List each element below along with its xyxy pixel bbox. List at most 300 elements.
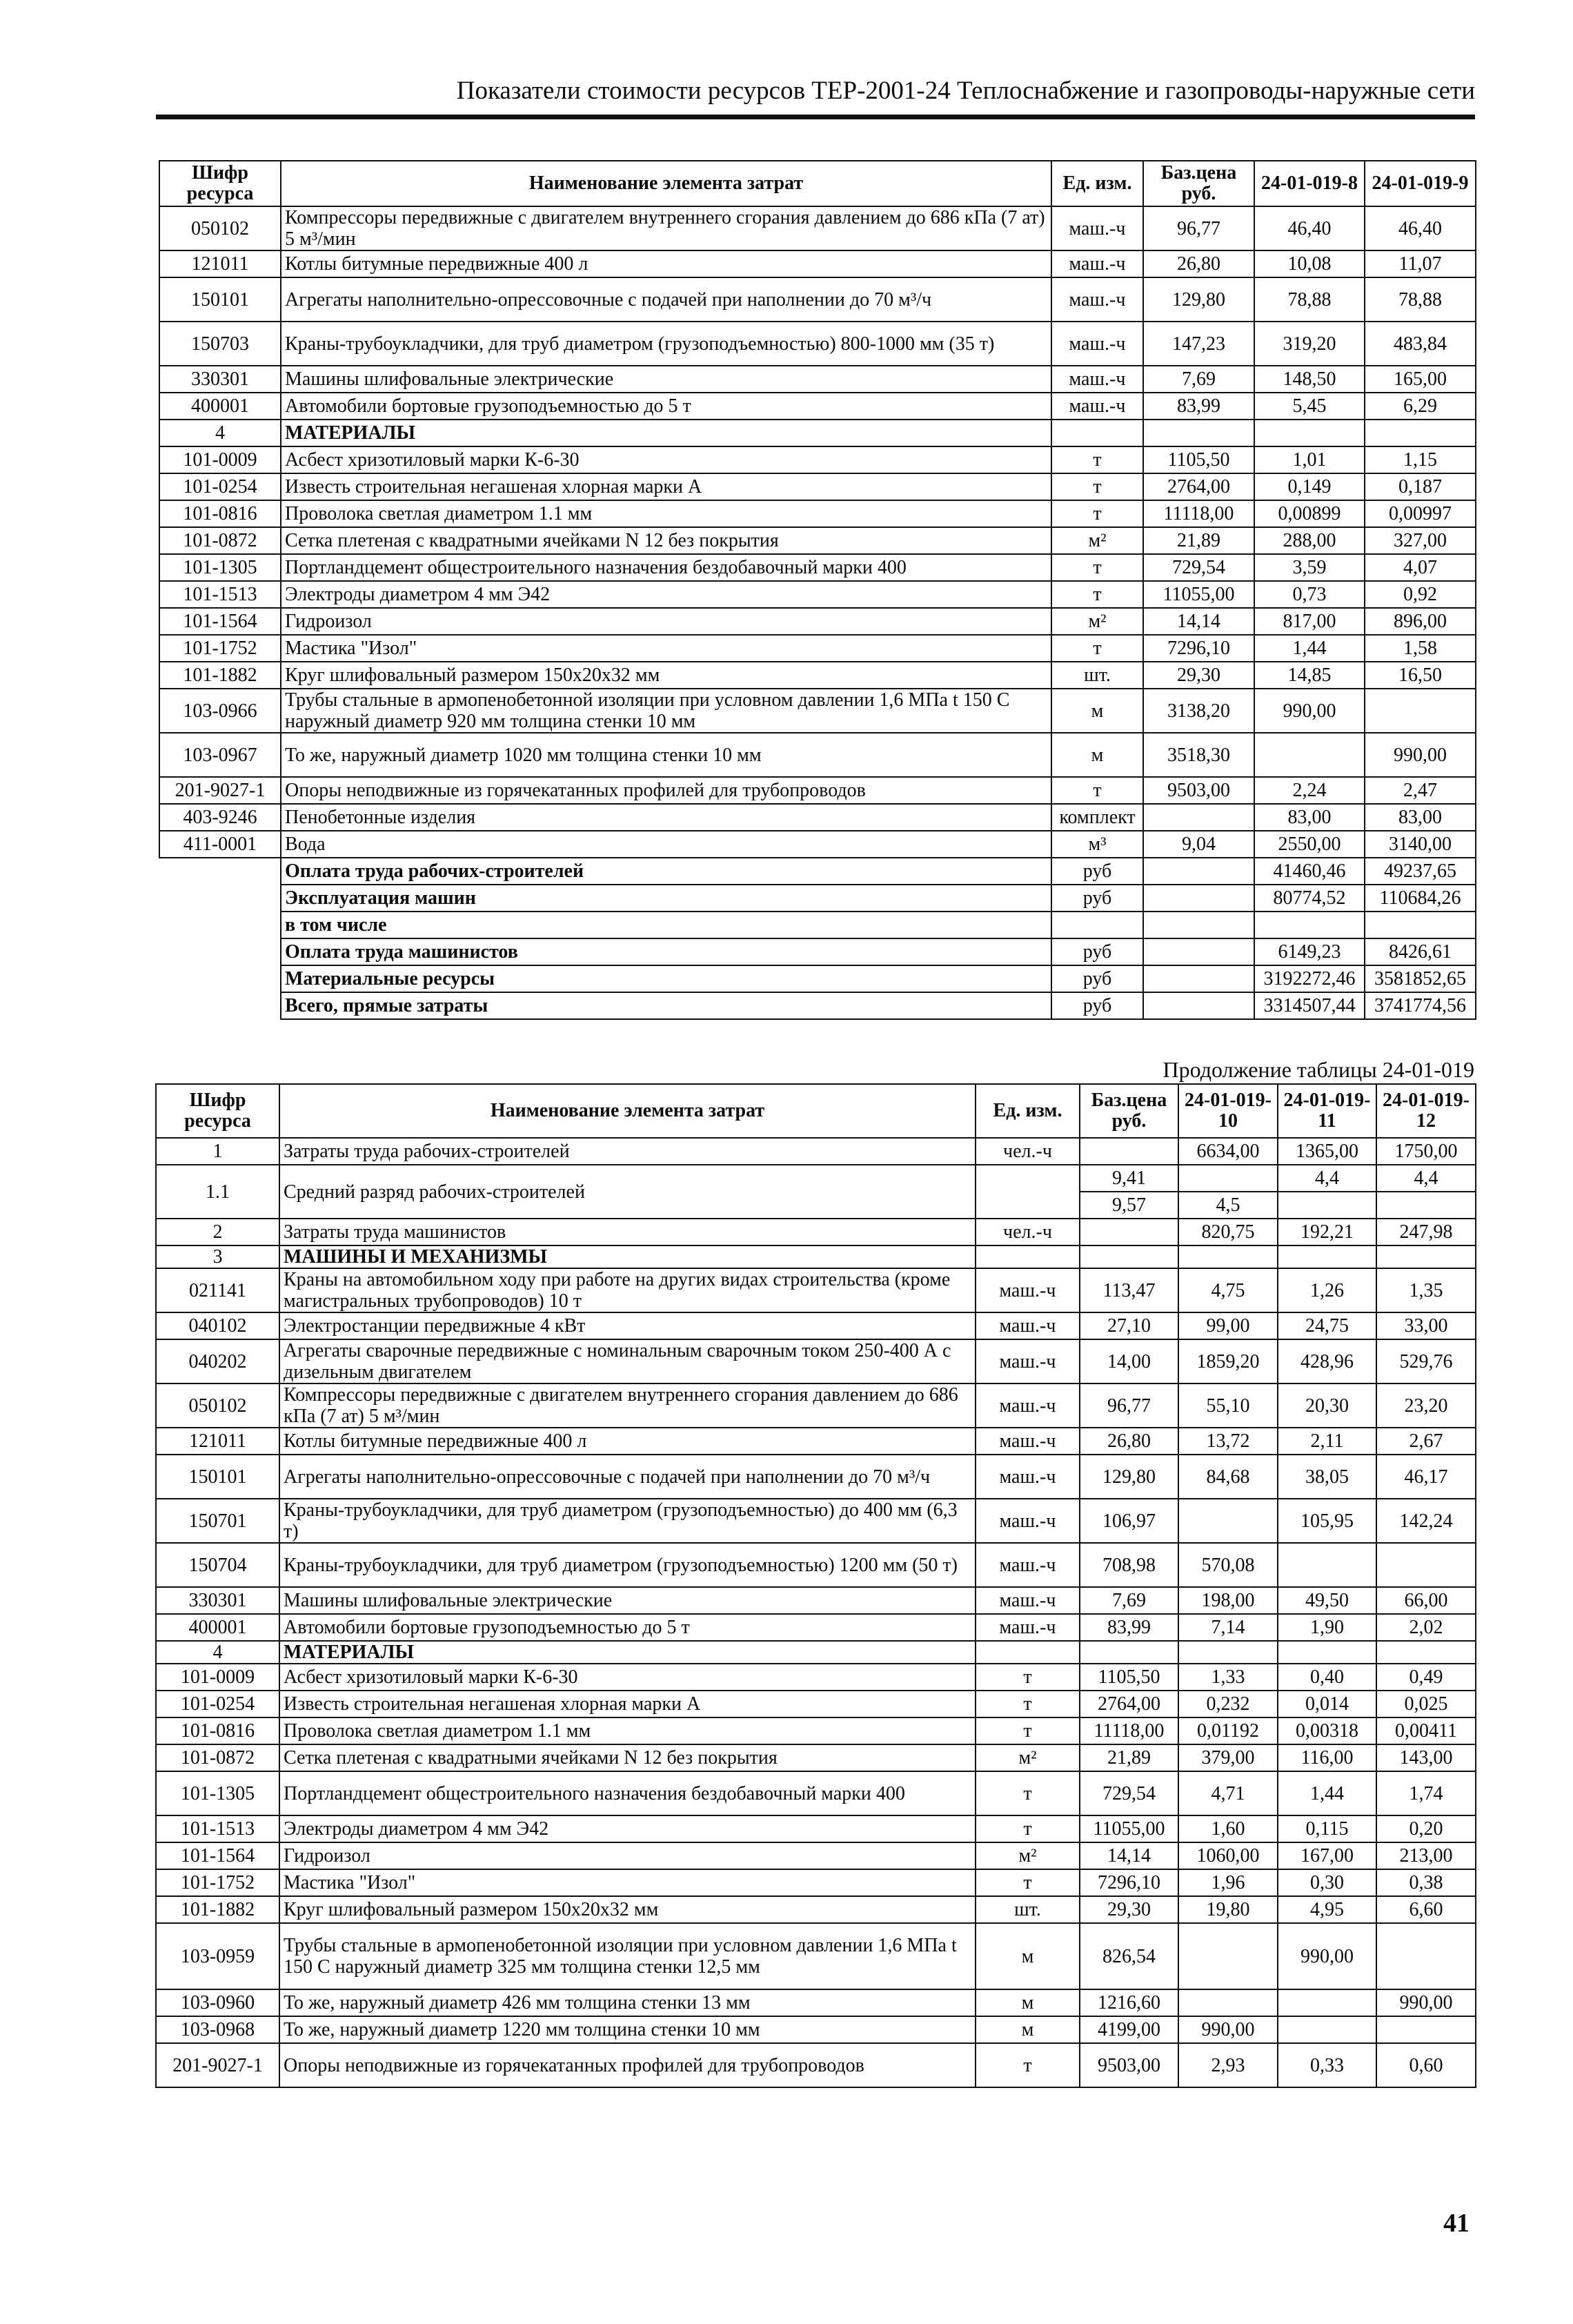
summary-spacer-cell xyxy=(159,885,281,912)
table-row xyxy=(156,1268,1476,1312)
section-row xyxy=(156,1245,1476,1268)
resource-code-cell: 101-0816 xyxy=(156,1717,279,1744)
col-header-c1: 24-01-019-10 xyxy=(1178,1084,1278,1138)
value-cell-c3 xyxy=(1376,1245,1476,1268)
resource-name-cell: Котлы битумные передвижные 400 л xyxy=(279,1428,976,1455)
base-price-cell: 14,00 xyxy=(1080,1339,1178,1383)
value-cell-c1 xyxy=(1178,1245,1278,1268)
unit-cell: т xyxy=(1051,635,1143,662)
value-cell-c3: 2,02 xyxy=(1376,1614,1476,1641)
value-cell-c2: 1,26 xyxy=(1278,1268,1376,1312)
unit-cell: маш.-ч xyxy=(1051,277,1143,322)
resource-code-cell: 101-0872 xyxy=(159,527,281,554)
value-cell-c3: 46,17 xyxy=(1376,1455,1476,1499)
base-price-cell: 7296,10 xyxy=(1143,635,1254,662)
resource-code-cell: 1 xyxy=(156,1138,279,1165)
resource-code-cell: 150101 xyxy=(159,277,281,322)
resource-code-cell: 150101 xyxy=(156,1455,279,1499)
resource-code-cell: 330301 xyxy=(156,1587,279,1614)
value-cell-c1: 2,24 xyxy=(1254,777,1365,804)
resource-name-cell: Машины шлифовальные электрические xyxy=(281,366,1051,393)
base-price-cell: 11055,00 xyxy=(1143,581,1254,608)
summary-label-cell: в том числе xyxy=(281,912,1051,938)
col-header-price: Баз.цена руб. xyxy=(1080,1084,1178,1138)
value-cell-c1: 2550,00 xyxy=(1254,831,1365,858)
base-price-cell: 26,80 xyxy=(1143,250,1254,277)
table-row xyxy=(159,322,1476,366)
resource-code-cell: 101-1513 xyxy=(159,581,281,608)
resource-code-cell: 101-1305 xyxy=(159,554,281,581)
base-price-cell: 1105,50 xyxy=(1143,446,1254,473)
value-cell-c2: 0,187 xyxy=(1365,473,1476,500)
table-row xyxy=(159,662,1476,689)
value-cell-c1: 10,08 xyxy=(1254,250,1365,277)
value-cell-c3: 0,025 xyxy=(1376,1691,1476,1717)
table-row xyxy=(156,1744,1476,1771)
value-cell-c2: 1,44 xyxy=(1278,1771,1376,1815)
value-cell-c1: 4,71 xyxy=(1178,1771,1278,1815)
resource-name-cell: Проволока светлая диаметром 1.1 мм xyxy=(279,1717,976,1744)
value-cell-c2: 20,30 xyxy=(1278,1383,1376,1428)
resource-code-cell: 400001 xyxy=(156,1614,279,1641)
col-header-c2: 24-01-019-11 xyxy=(1278,1084,1376,1138)
value-cell-c2 xyxy=(1365,912,1476,938)
unit-cell: маш.-ч xyxy=(1051,206,1143,250)
unit-cell: м² xyxy=(1051,527,1143,554)
table-row xyxy=(156,1771,1476,1815)
value-cell-c1: 41460,46 xyxy=(1254,858,1365,885)
value-cell-c2 xyxy=(1278,1245,1376,1268)
table-row xyxy=(156,1691,1476,1717)
value-cell-c3: 66,00 xyxy=(1376,1587,1476,1614)
table-row xyxy=(156,1219,1476,1245)
value-cell-c3: 990,00 xyxy=(1376,1989,1476,2016)
value-cell-c2: 8426,61 xyxy=(1365,938,1476,965)
value-cell-c2: 49,50 xyxy=(1278,1587,1376,1614)
unit-cell: т xyxy=(1051,473,1143,500)
base-price-cell: 14,14 xyxy=(1143,608,1254,635)
value-cell-c3: 0,00411 xyxy=(1376,1717,1476,1744)
value-cell-c2: 1,58 xyxy=(1365,635,1476,662)
base-price-cell: 21,89 xyxy=(1080,1744,1178,1771)
base-price-cell: 3518,30 xyxy=(1143,733,1254,777)
value-cell-c3: 0,20 xyxy=(1376,1815,1476,1842)
value-cell-c1: 990,00 xyxy=(1178,2016,1278,2043)
base-price-cell: 1105,50 xyxy=(1080,1664,1178,1691)
summary-row xyxy=(159,912,1476,938)
base-price-cell xyxy=(1080,1245,1178,1268)
col-header-c2: 24-01-019-9 xyxy=(1365,161,1476,206)
resource-name-cell: Портландцемент общестроительного назначения бездобавочный марки 400 xyxy=(281,554,1051,581)
base-price-cell: 11055,00 xyxy=(1080,1815,1178,1842)
value-cell-c1: 148,50 xyxy=(1254,366,1365,393)
resource-code-cell: 411-0001 xyxy=(159,831,281,858)
table-row xyxy=(156,1138,1476,1165)
value-cell-c3: 0,49 xyxy=(1376,1664,1476,1691)
resource-name-cell: То же, наружный диаметр 1020 мм толщина стенки 10 мм xyxy=(281,733,1051,777)
value-cell-c2: 46,40 xyxy=(1365,206,1476,250)
resource-name-cell: Автомобили бортовые грузоподъемностью до 5 т xyxy=(281,393,1051,420)
table-row xyxy=(159,277,1476,322)
value-cell-c2: 4,07 xyxy=(1365,554,1476,581)
resource-code-cell: 103-0968 xyxy=(156,2016,279,2043)
value-cell-c2: 0,00318 xyxy=(1278,1717,1376,1744)
table-row xyxy=(156,2016,1476,2043)
resource-code-cell: 101-0254 xyxy=(159,473,281,500)
resource-code-cell: 150701 xyxy=(156,1499,279,1543)
base-price-cell: 826,54 xyxy=(1080,1923,1178,1989)
base-price-cell xyxy=(1143,912,1254,938)
base-price-cell: 29,30 xyxy=(1143,662,1254,689)
resource-code-cell: 101-1564 xyxy=(159,608,281,635)
table-row xyxy=(156,1815,1476,1842)
resource-name-cell: Круг шлифовальный размером 150х20х32 мм xyxy=(279,1896,976,1923)
table-row xyxy=(159,581,1476,608)
base-price-cell: 729,54 xyxy=(1143,554,1254,581)
unit-cell: т xyxy=(1051,581,1143,608)
resource-code-cell: 3 xyxy=(156,1245,279,1268)
table-row xyxy=(156,2043,1476,2087)
table-row xyxy=(159,777,1476,804)
unit-cell: м² xyxy=(976,1842,1080,1869)
base-price-cell xyxy=(1143,420,1254,446)
resource-code-cell: 101-0009 xyxy=(156,1664,279,1691)
table-row xyxy=(156,1717,1476,1744)
resource-name-cell: Затраты труда машинистов xyxy=(279,1219,976,1245)
value-cell-c3: 143,00 xyxy=(1376,1744,1476,1771)
header-rule xyxy=(156,115,1475,119)
value-cell-c1: 319,20 xyxy=(1254,322,1365,366)
table-row xyxy=(156,1896,1476,1923)
resource-name-cell: Асбест хризотиловый марки К-6-30 xyxy=(279,1664,976,1691)
value-cell-c1: 0,232 xyxy=(1178,1691,1278,1717)
unit-cell: руб xyxy=(1051,885,1143,912)
unit-cell: руб xyxy=(1051,858,1143,885)
continuation-caption: Продолжение таблицы 24-01-019 xyxy=(1163,1057,1474,1082)
table-row xyxy=(156,1543,1476,1587)
summary-row xyxy=(159,938,1476,965)
resource-name-cell: Трубы стальные в армопенобетонной изоляции при условном давлении 1,6 МПа t 150 С наружный диаметр 920 мм толщина стенки 10 мм xyxy=(281,689,1051,733)
base-price-cell: 11118,00 xyxy=(1080,1717,1178,1744)
value-cell-c1: 99,00 xyxy=(1178,1312,1278,1339)
base-price-cell xyxy=(1143,938,1254,965)
unit-cell: маш.-ч xyxy=(976,1543,1080,1587)
resource-code-cell: 021141 xyxy=(156,1268,279,1312)
value-cell-c2: 483,84 xyxy=(1365,322,1476,366)
base-price-cell: 11118,00 xyxy=(1143,500,1254,527)
summary-spacer-cell xyxy=(159,858,281,885)
value-cell-c1 xyxy=(1178,1165,1278,1192)
resource-code-cell: 101-1882 xyxy=(156,1896,279,1923)
value-cell-c2: 105,95 xyxy=(1278,1499,1376,1543)
resource-name-cell: МАТЕРИАЛЫ xyxy=(279,1641,976,1664)
base-price-cell: 26,80 xyxy=(1080,1428,1178,1455)
unit-cell: т xyxy=(976,1771,1080,1815)
value-cell-c3 xyxy=(1376,1641,1476,1664)
value-cell-c3: 2,67 xyxy=(1376,1428,1476,1455)
unit-cell: т xyxy=(976,1717,1080,1744)
value-cell-c3 xyxy=(1376,1923,1476,1989)
value-cell-c2: 24,75 xyxy=(1278,1312,1376,1339)
resource-name-cell: МАТЕРИАЛЫ xyxy=(281,420,1051,446)
base-price-cell xyxy=(1143,992,1254,1019)
base-price-cell: 96,77 xyxy=(1080,1383,1178,1428)
value-cell-c3: 247,98 xyxy=(1376,1219,1476,1245)
resource-name-cell: Компрессоры передвижные с двигателем внутреннего сгорания давлением до 686 кПа (7 ат) 5 м³/мин xyxy=(281,206,1051,250)
value-cell-c2: 165,00 xyxy=(1365,366,1476,393)
value-cell-c2: 78,88 xyxy=(1365,277,1476,322)
value-cell-c1: 0,73 xyxy=(1254,581,1365,608)
unit-cell: маш.-ч xyxy=(1051,250,1143,277)
summary-spacer-cell xyxy=(159,992,281,1019)
resource-code-cell: 4 xyxy=(159,420,281,446)
base-price-cell: 14,14 xyxy=(1080,1842,1178,1869)
col-header-c1: 24-01-019-8 xyxy=(1254,161,1365,206)
resource-name-cell: Автомобили бортовые грузоподъемностью до 5 т xyxy=(279,1614,976,1641)
value-cell-c1: 1859,20 xyxy=(1178,1339,1278,1383)
value-cell-c1: 1060,00 xyxy=(1178,1842,1278,1869)
resource-name-cell: Электроды диаметром 4 мм Э42 xyxy=(281,581,1051,608)
table-header-row xyxy=(156,1084,1476,1138)
col-header-unit: Ед. изм. xyxy=(976,1084,1080,1138)
value-cell-c1: 198,00 xyxy=(1178,1587,1278,1614)
base-price-cell: 7,69 xyxy=(1143,366,1254,393)
resource-name-cell: Известь строительная негашеная хлорная марки А xyxy=(279,1691,976,1717)
value-cell-c2: 896,00 xyxy=(1365,608,1476,635)
table-row xyxy=(159,473,1476,500)
value-cell-c1: 19,80 xyxy=(1178,1896,1278,1923)
value-cell-c3: 33,00 xyxy=(1376,1312,1476,1339)
base-price-cell: 3138,20 xyxy=(1143,689,1254,733)
value-cell-c2: 0,00997 xyxy=(1365,500,1476,527)
value-cell-c2: 1,15 xyxy=(1365,446,1476,473)
unit-cell xyxy=(976,1165,1080,1219)
table-row xyxy=(156,1842,1476,1869)
unit-cell: т xyxy=(976,1691,1080,1717)
value-cell-c1: 78,88 xyxy=(1254,277,1365,322)
value-cell-c2: 4,4 xyxy=(1278,1165,1376,1192)
value-cell-c1 xyxy=(1254,733,1365,777)
table-row xyxy=(159,206,1476,250)
value-cell-c2: 192,21 xyxy=(1278,1219,1376,1245)
value-cell-c2: 2,47 xyxy=(1365,777,1476,804)
resource-code-cell: 040202 xyxy=(156,1339,279,1383)
value-cell-c2: 6,29 xyxy=(1365,393,1476,420)
value-cell-c1: 13,72 xyxy=(1178,1428,1278,1455)
value-cell-c2 xyxy=(1278,1543,1376,1587)
resource-name-cell: Проволока светлая диаметром 1.1 мм xyxy=(281,500,1051,527)
resource-code-cell: 040102 xyxy=(156,1312,279,1339)
unit-cell: м xyxy=(976,1989,1080,2016)
resource-name-cell: Краны на автомобильном ходу при работе на других видах строительства (кроме магистральных трубопроводов) 10 т xyxy=(279,1268,976,1312)
table-row xyxy=(156,1614,1476,1641)
base-price-cell: 21,89 xyxy=(1143,527,1254,554)
unit-cell: м³ xyxy=(1051,831,1143,858)
table-row xyxy=(156,1587,1476,1614)
resource-code-cell: 2 xyxy=(156,1219,279,1245)
value-cell-c1: 288,00 xyxy=(1254,527,1365,554)
resource-code-cell: 201-9027-1 xyxy=(156,2043,279,2087)
base-price-cell: 29,30 xyxy=(1080,1896,1178,1923)
table-row xyxy=(159,804,1476,831)
resource-code-cell: 403-9246 xyxy=(159,804,281,831)
table-row xyxy=(156,1923,1476,1989)
unit-cell: маш.-ч xyxy=(976,1587,1080,1614)
unit-cell: комплект xyxy=(1051,804,1143,831)
resource-name-cell: Портландцемент общестроительного назначения бездобавочный марки 400 xyxy=(279,1771,976,1815)
value-cell-c1 xyxy=(1254,912,1365,938)
value-cell-c2 xyxy=(1365,420,1476,446)
section-row xyxy=(156,1641,1476,1664)
summary-label-cell: Эксплуатация машин xyxy=(281,885,1051,912)
unit-cell: маш.-ч xyxy=(1051,393,1143,420)
value-cell-c1: 1,01 xyxy=(1254,446,1365,473)
value-cell-c3: 1,35 xyxy=(1376,1268,1476,1312)
value-cell-c3: 213,00 xyxy=(1376,1842,1476,1869)
resource-name-cell: Опоры неподвижные из горячекатанных профилей для трубопроводов xyxy=(279,2043,976,2087)
table-row xyxy=(159,733,1476,777)
unit-cell: маш.-ч xyxy=(976,1428,1080,1455)
value-cell-c2: 1,90 xyxy=(1278,1614,1376,1641)
table-row xyxy=(156,1664,1476,1691)
value-cell-c1: 3314507,44 xyxy=(1254,992,1365,1019)
value-cell-c1: 570,08 xyxy=(1178,1543,1278,1587)
table-row xyxy=(156,1989,1476,2016)
resource-code-cell: 400001 xyxy=(159,393,281,420)
value-cell-c2 xyxy=(1278,1989,1376,2016)
base-price-cell xyxy=(1143,858,1254,885)
base-price-cell xyxy=(1080,1138,1178,1165)
resource-name-cell: Вода xyxy=(281,831,1051,858)
value-cell-c1: 817,00 xyxy=(1254,608,1365,635)
resource-code-cell: 050102 xyxy=(156,1383,279,1428)
col-header-unit: Ед. изм. xyxy=(1051,161,1143,206)
unit-cell xyxy=(1051,420,1143,446)
unit-cell xyxy=(976,1245,1080,1268)
base-price-cell xyxy=(1143,965,1254,992)
base-price-cell: 129,80 xyxy=(1080,1455,1178,1499)
base-price-cell: 9503,00 xyxy=(1080,2043,1178,2087)
value-cell-c1: 7,14 xyxy=(1178,1614,1278,1641)
table-row xyxy=(156,1165,1476,1192)
value-cell-c1: 379,00 xyxy=(1178,1744,1278,1771)
resource-code-cell: 101-1513 xyxy=(156,1815,279,1842)
summary-label-cell: Материальные ресурсы xyxy=(281,965,1051,992)
unit-cell: т xyxy=(1051,500,1143,527)
col-header-c3: 24-01-019-12 xyxy=(1376,1084,1476,1138)
resource-name-cell: Сетка плетеная с квадратными ячейками N 12 без покрытия xyxy=(281,527,1051,554)
resource-name-cell: Электростанции передвижные 4 кВт xyxy=(279,1312,976,1339)
unit-cell: маш.-ч xyxy=(976,1614,1080,1641)
value-cell-c2: 2,11 xyxy=(1278,1428,1376,1455)
resource-name-cell: Пенобетонные изделия xyxy=(281,804,1051,831)
unit-cell: маш.-ч xyxy=(1051,322,1143,366)
base-price-cell xyxy=(1080,1219,1178,1245)
value-cell-c2 xyxy=(1278,2016,1376,2043)
unit-cell: м xyxy=(976,1923,1080,1989)
resource-code-cell: 121011 xyxy=(156,1428,279,1455)
table-row xyxy=(159,608,1476,635)
base-price-cell: 106,97 xyxy=(1080,1499,1178,1543)
base-price-cell: 9503,00 xyxy=(1143,777,1254,804)
resource-code-cell: 101-1564 xyxy=(156,1842,279,1869)
value-cell-c1: 4,75 xyxy=(1178,1268,1278,1312)
value-cell-c2 xyxy=(1278,1192,1376,1219)
value-cell-c1: 6149,23 xyxy=(1254,938,1365,965)
resource-name-cell: МАШИНЫ И МЕХАНИЗМЫ xyxy=(279,1245,976,1268)
value-cell-c1: 1,33 xyxy=(1178,1664,1278,1691)
table-row xyxy=(156,1383,1476,1428)
value-cell-c3 xyxy=(1376,1543,1476,1587)
unit-cell: руб xyxy=(1051,992,1143,1019)
resource-code-cell: 103-0959 xyxy=(156,1923,279,1989)
table-header-row xyxy=(159,161,1476,206)
resource-name-cell: Мастика "Изол" xyxy=(279,1869,976,1896)
summary-spacer-cell xyxy=(159,912,281,938)
summary-spacer-cell xyxy=(159,938,281,965)
value-cell-c3: 529,76 xyxy=(1376,1339,1476,1383)
unit-cell: маш.-ч xyxy=(976,1455,1080,1499)
value-cell-c3 xyxy=(1376,1192,1476,1219)
base-price-cell xyxy=(1080,1641,1178,1664)
unit-cell: шт. xyxy=(976,1896,1080,1923)
resource-code-cell: 050102 xyxy=(159,206,281,250)
unit-cell: маш.-ч xyxy=(976,1383,1080,1428)
value-cell-c2: 0,30 xyxy=(1278,1869,1376,1896)
value-cell-c1: 46,40 xyxy=(1254,206,1365,250)
value-cell-c1 xyxy=(1178,1923,1278,1989)
value-cell-c2: 1365,00 xyxy=(1278,1138,1376,1165)
base-price-cell: 4199,00 xyxy=(1080,2016,1178,2043)
base-price-cell: 1216,60 xyxy=(1080,1989,1178,2016)
resource-code-cell: 101-1752 xyxy=(159,635,281,662)
resource-code-cell: 103-0960 xyxy=(156,1989,279,2016)
table-row xyxy=(159,366,1476,393)
value-cell-c1: 2,93 xyxy=(1178,2043,1278,2087)
value-cell-c2: 0,014 xyxy=(1278,1691,1376,1717)
resource-code-cell: 4 xyxy=(156,1641,279,1664)
value-cell-c1: 0,01192 xyxy=(1178,1717,1278,1744)
value-cell-c2: 49237,65 xyxy=(1365,858,1476,885)
unit-cell: шт. xyxy=(1051,662,1143,689)
base-price-cell: 2764,00 xyxy=(1080,1691,1178,1717)
value-cell-c1: 3192272,46 xyxy=(1254,965,1365,992)
col-header-price: Баз.цена руб. xyxy=(1143,161,1254,206)
unit-cell: м² xyxy=(1051,608,1143,635)
section-row xyxy=(159,420,1476,446)
summary-row xyxy=(159,992,1476,1019)
resource-name-cell: Краны-трубоукладчики, для труб диаметром (грузоподъемностью) 800-1000 мм (35 т) xyxy=(281,322,1051,366)
unit-cell: т xyxy=(976,2043,1080,2087)
unit-cell: маш.-ч xyxy=(976,1312,1080,1339)
value-cell-c1: 820,75 xyxy=(1178,1219,1278,1245)
base-price-cell xyxy=(1143,804,1254,831)
base-price-cell: 9,57 xyxy=(1080,1192,1178,1219)
value-cell-c2: 3140,00 xyxy=(1365,831,1476,858)
value-cell-c1: 0,00899 xyxy=(1254,500,1365,527)
resource-name-cell: Гидроизол xyxy=(279,1842,976,1869)
resource-name-cell: Гидроизол xyxy=(281,608,1051,635)
unit-cell xyxy=(1051,912,1143,938)
table-row xyxy=(156,1455,1476,1499)
value-cell-c3: 4,4 xyxy=(1376,1165,1476,1192)
base-price-cell: 27,10 xyxy=(1080,1312,1178,1339)
base-price-cell: 708,98 xyxy=(1080,1543,1178,1587)
col-header-name: Наименование элемента затрат xyxy=(279,1084,976,1138)
value-cell-c3: 0,38 xyxy=(1376,1869,1476,1896)
col-header-code: Шифр ресурса xyxy=(159,161,281,206)
value-cell-c2 xyxy=(1365,689,1476,733)
